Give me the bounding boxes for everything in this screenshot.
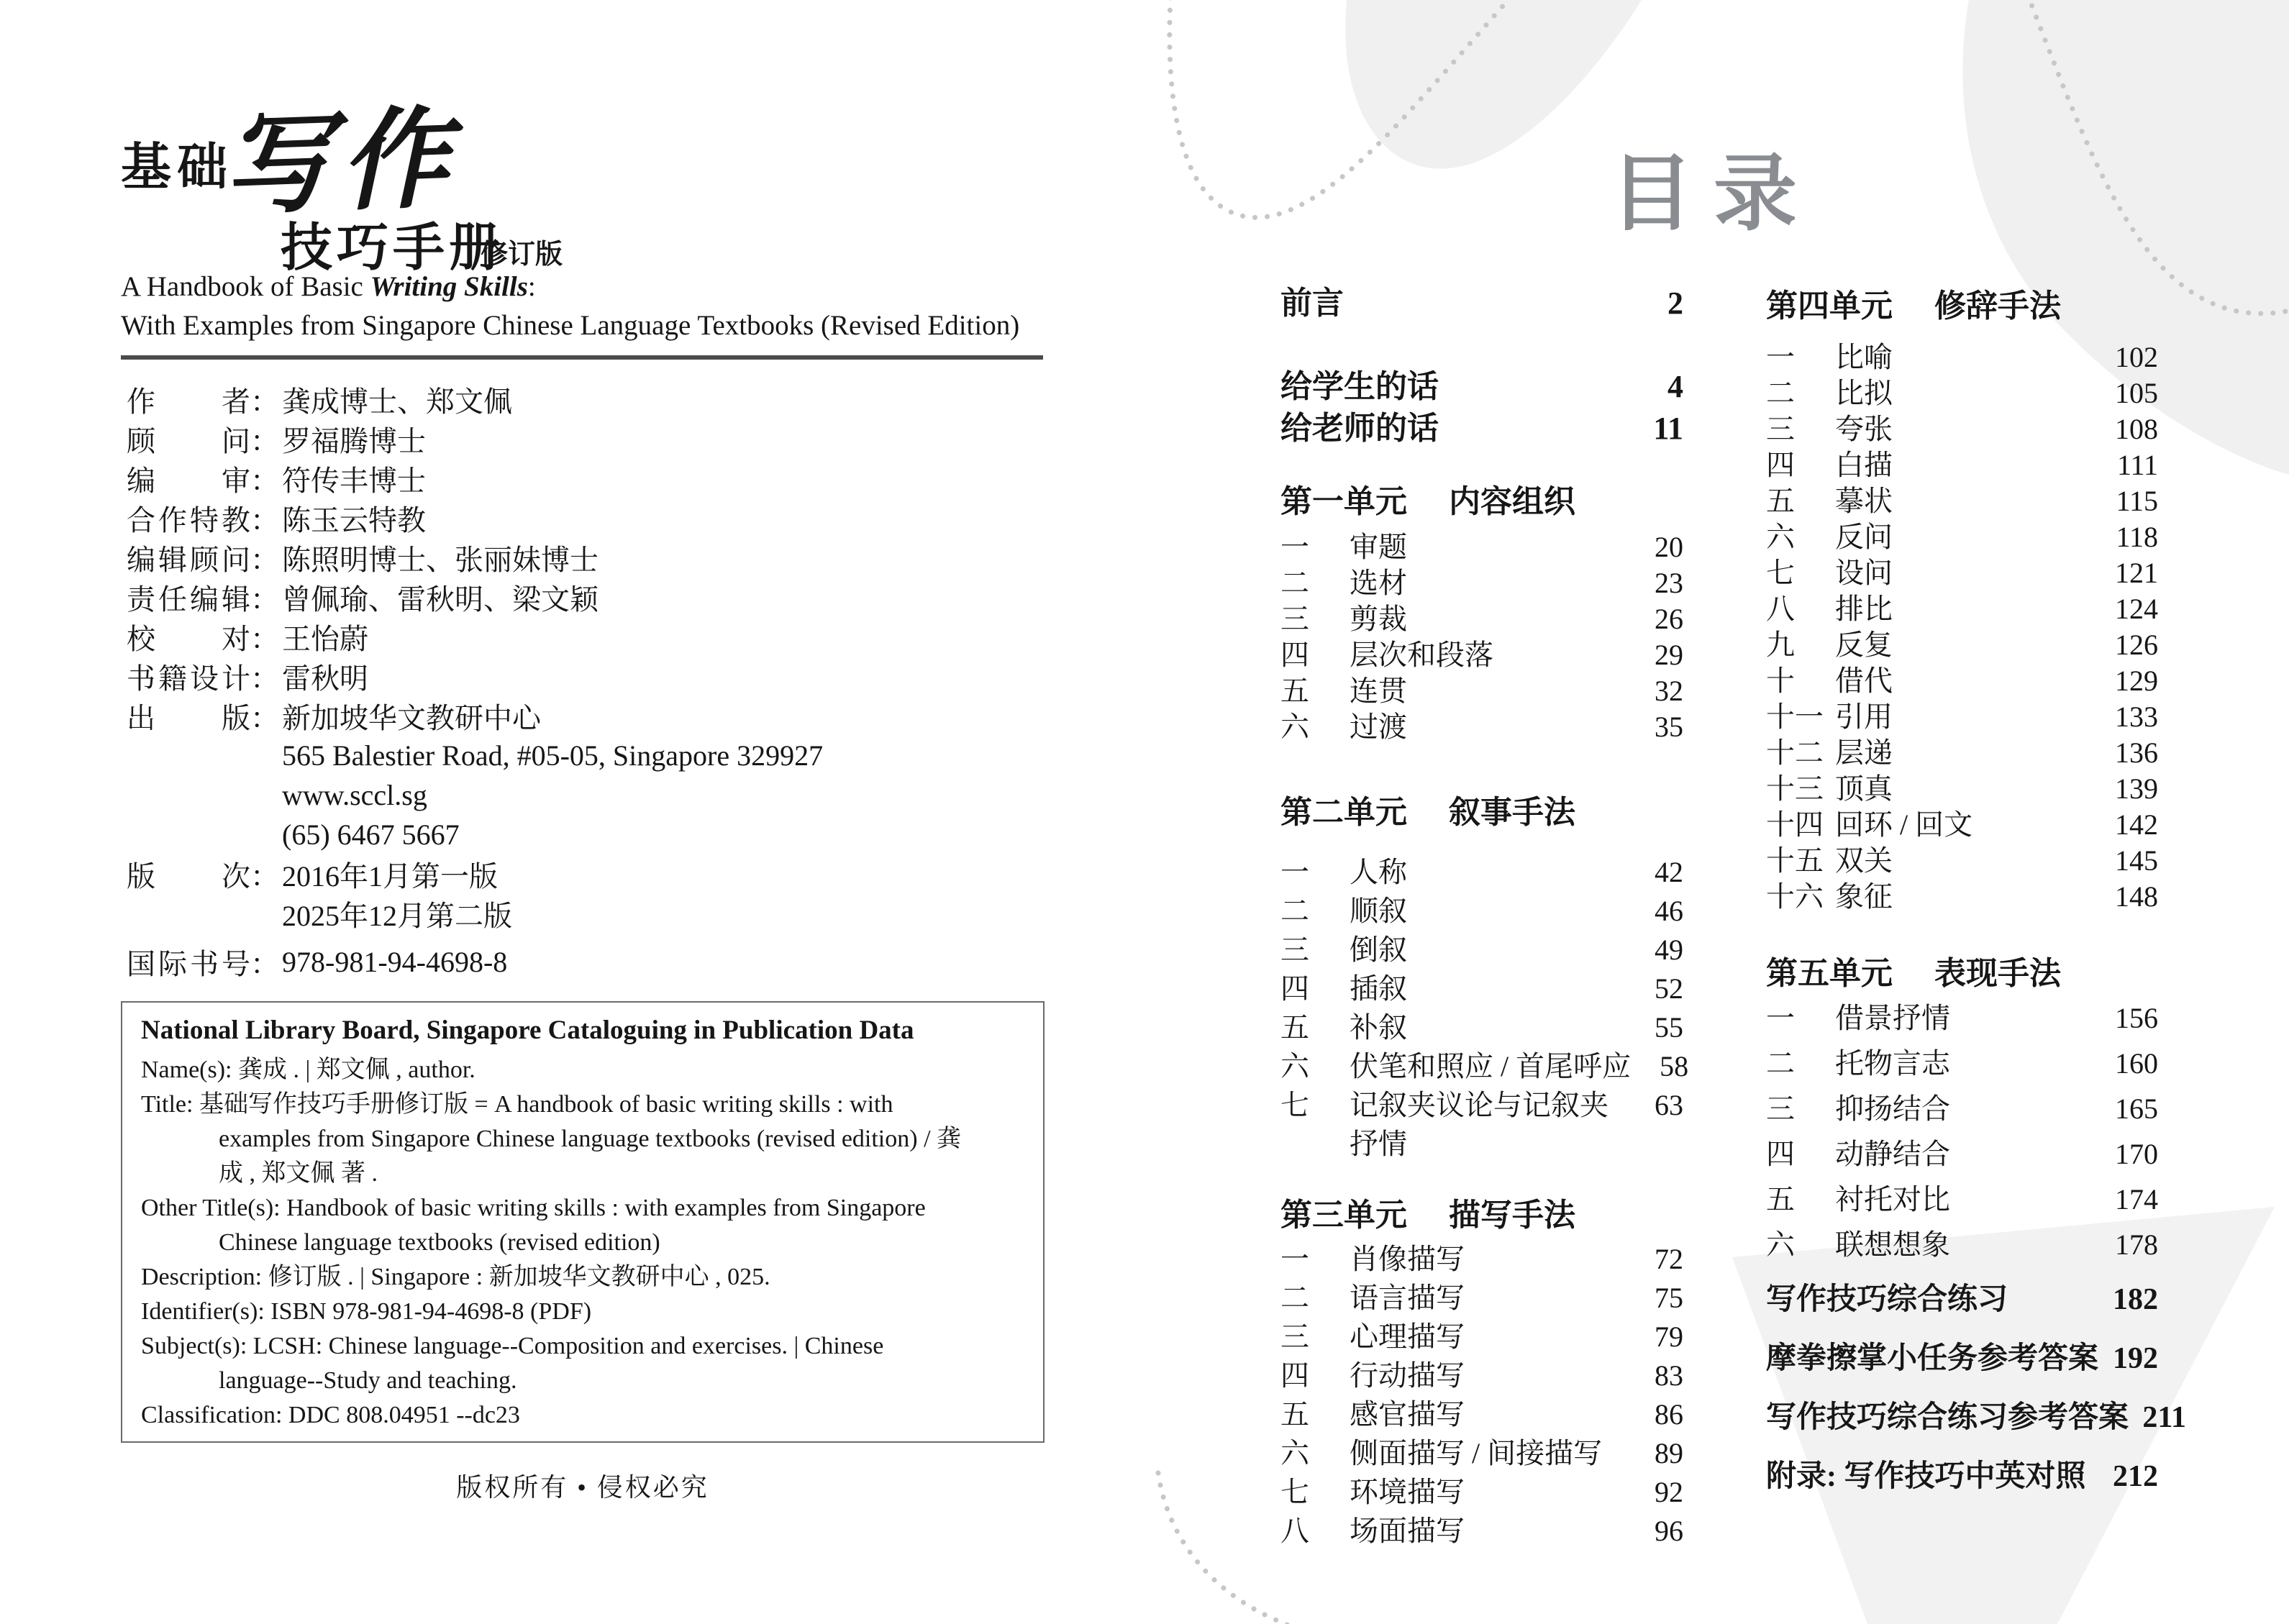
- toc-item: [1766, 879, 2158, 915]
- toc-item: [1280, 1512, 1683, 1551]
- credit-colon: ：: [250, 662, 279, 695]
- toc-item: [1766, 771, 2158, 807]
- toc-item-page: 145: [2115, 844, 2158, 877]
- toc-item-title: 侧面描写 / 间接描写: [1350, 1437, 1603, 1469]
- toc-item-number: 十: [1766, 665, 1795, 697]
- toc-item: [1280, 1086, 1683, 1125]
- toc-item: [1766, 627, 2158, 663]
- toc-entry-title: 给学生的话: [1280, 369, 1439, 404]
- credit-colon: ：: [250, 386, 279, 418]
- credit-value: 陈玉云特教: [282, 504, 426, 537]
- credit-colon: ：: [250, 583, 279, 616]
- toc-item-title: 场面描写: [1350, 1515, 1465, 1547]
- toc-item-number: 四: [1280, 1359, 1309, 1392]
- credit-colon: ：: [250, 465, 279, 497]
- credit-colon: ：: [250, 948, 279, 980]
- toc-appendix-page: 211: [2142, 1401, 2187, 1434]
- toc-items-unit4: [1766, 339, 2158, 915]
- toc-item-page: 75: [1655, 1282, 1683, 1314]
- toc-item-number: 七: [1280, 1476, 1309, 1508]
- cataloguing-line: Name(s): 龚成 . | 郑文佩 , author.: [141, 1057, 475, 1083]
- title-divider-rule: [121, 355, 1043, 360]
- toc-item-page: 35: [1655, 711, 1683, 743]
- toc-item-title: 补叙: [1350, 1011, 1407, 1044]
- toc-item-page: 136: [2115, 736, 2158, 769]
- toc-item-title: 记叙夹议论与记叙夹: [1350, 1089, 1608, 1121]
- toc-item-title: 排比: [1835, 593, 1893, 625]
- toc-entry-title: 给老师的话: [1280, 411, 1439, 446]
- toc-item-number: 十三: [1766, 772, 1824, 805]
- toc-item-number: 一: [1280, 856, 1309, 888]
- toc-item: [1766, 1045, 2158, 1082]
- toc-item-title: 联想想象: [1835, 1228, 1950, 1261]
- toc-item-title: 夸张: [1835, 413, 1893, 445]
- toc-section-header-unit2: [1280, 794, 1683, 831]
- toc-appendix-row: [1766, 1340, 2158, 1377]
- toc-item-title: 借景抒情: [1835, 1002, 1950, 1034]
- toc-item: [1766, 591, 2158, 627]
- toc-item-title: 心理描写: [1350, 1320, 1465, 1353]
- credit-label: 责任编辑: [127, 583, 250, 616]
- credit-label: 作者: [127, 386, 250, 418]
- toc-item-number: 五: [1766, 1183, 1795, 1215]
- toc-item-page: 118: [2116, 521, 2158, 553]
- toc-items-unit3: [1280, 1240, 1683, 1551]
- toc-item-number: 十一: [1766, 701, 1824, 733]
- unit1-topic: 内容组织: [1449, 484, 1575, 519]
- toc-item: [1766, 735, 2158, 771]
- title-part-jiqiaoshouce: 技巧手册: [281, 219, 506, 277]
- credit-row: [127, 775, 1040, 815]
- toc-item-title: 衬托对比: [1835, 1183, 1950, 1215]
- toc-item-title: 引用: [1835, 701, 1893, 733]
- toc-front-row: [1280, 410, 1683, 447]
- toc-item-number: 一: [1766, 1002, 1795, 1034]
- toc-item-page: 108: [2115, 413, 2158, 445]
- toc-item-number: 一: [1280, 1243, 1309, 1275]
- toc-item-page: 178: [2115, 1228, 2158, 1261]
- toc-item: [1280, 1008, 1683, 1047]
- toc-item: [1280, 529, 1683, 565]
- credit-value: (65) 6467 5667: [282, 818, 460, 851]
- unit3-name: 第三单元: [1280, 1198, 1407, 1233]
- toc-item-number: 五: [1280, 1011, 1309, 1044]
- toc-item: [1766, 1000, 2158, 1037]
- cataloguing-line: Other Title(s): Handbook of basic writing skills : with examples from Singapore: [141, 1195, 926, 1221]
- toc-item-page: 89: [1655, 1437, 1683, 1469]
- copyright-notice: 版权所有 • 侵权必究: [456, 1473, 709, 1502]
- toc-item-number: 六: [1280, 711, 1309, 743]
- toc-item-page: 165: [2115, 1092, 2158, 1125]
- cataloguing-line: examples from Singapore Chinese language textbooks (revised edition) / 龚: [219, 1126, 962, 1152]
- toc-item-page: 111: [2116, 449, 2158, 481]
- toc-appendix-rows: [1766, 1281, 2187, 1495]
- toc-item: [1766, 807, 2158, 843]
- toc-item-page: 170: [2115, 1138, 2158, 1170]
- toc-item-page: 126: [2115, 629, 2158, 661]
- toc-item-title: 托物言志: [1835, 1047, 1950, 1080]
- credit-colon: ：: [250, 504, 279, 537]
- credit-label: 出版: [127, 702, 250, 734]
- english-subtitle-line1: [121, 270, 536, 303]
- toc-item-title: 抑扬结合: [1835, 1092, 1950, 1125]
- toc-item-title: 层次和段落: [1350, 639, 1493, 671]
- cataloguing-data-box: [121, 1001, 1045, 1443]
- credit-row: [127, 657, 1040, 696]
- subtitle-post: :: [527, 271, 536, 302]
- toc-item-page: 46: [1655, 895, 1683, 927]
- credit-value: 罗福腾博士: [282, 425, 426, 457]
- toc-item: [1280, 1318, 1683, 1356]
- toc-item-number: 三: [1280, 603, 1309, 635]
- cataloguing-box-header: National Library Board, Singapore Cataloguing in Publication Data: [141, 1016, 914, 1045]
- credit-value: 龚成博士、郑文佩: [282, 386, 512, 418]
- credit-value: 雷秋明: [282, 662, 368, 695]
- credit-row: [127, 617, 1040, 657]
- toc-item-number: 二: [1766, 377, 1795, 409]
- toc-item: [1280, 565, 1683, 601]
- toc-column-1: [1280, 285, 1689, 1551]
- toc-item-number: 六: [1766, 1228, 1795, 1261]
- unit3-topic: 描写手法: [1449, 1198, 1575, 1233]
- toc-item-page: 32: [1655, 675, 1683, 707]
- credit-value: 2025年12月第二版: [282, 900, 512, 932]
- credit-label: 合作特教: [127, 504, 250, 537]
- toc-item-page: 139: [2115, 772, 2158, 805]
- toc-item-page: 42: [1655, 856, 1683, 888]
- toc-item: [1766, 375, 2158, 411]
- toc-item-page: 63: [1655, 1089, 1683, 1121]
- toc-item-number: 二: [1280, 1282, 1309, 1314]
- unit2-topic: 叙事手法: [1449, 795, 1575, 830]
- credit-label: 国际书号: [127, 948, 250, 980]
- toc-item: [1766, 699, 2158, 735]
- toc-item-page: 23: [1655, 567, 1683, 599]
- toc-item: [1766, 555, 2158, 591]
- toc-item: [1280, 637, 1683, 673]
- credit-label: 版次: [127, 860, 250, 893]
- toc-item: [1280, 892, 1683, 931]
- credit-value: www.sccl.sg: [282, 779, 427, 811]
- toc-section-header-unit4: [1766, 288, 2158, 325]
- toc-items-unit2: [1280, 853, 1689, 1164]
- toc-item-number: 四: [1280, 639, 1309, 671]
- toc-item: [1766, 1226, 2158, 1264]
- toc-item: [1766, 1136, 2158, 1173]
- toc-item-number: 九: [1766, 629, 1795, 661]
- toc-item-number: 五: [1280, 1398, 1309, 1431]
- toc-item-page: 29: [1655, 639, 1683, 671]
- credit-row: [127, 538, 1040, 578]
- toc-item-title: 摹状: [1835, 485, 1893, 517]
- toc-item-number: 三: [1766, 413, 1795, 445]
- credit-label: 编审: [127, 465, 250, 497]
- toc-item: [1766, 339, 2158, 375]
- toc-item-page: 58: [1660, 1050, 1689, 1082]
- toc-appendix-row: [1766, 1399, 2187, 1436]
- toc-item: [1280, 931, 1683, 970]
- title-edition-label: 修订版: [481, 240, 563, 270]
- toc-item-title: 双关: [1835, 844, 1893, 877]
- toc-item-title: 层递: [1835, 736, 1893, 769]
- credit-value: 陈照明博士、张丽妹博士: [282, 544, 599, 576]
- credit-label: 编辑顾问: [127, 544, 250, 576]
- toc-section-header-unit3: [1280, 1197, 1683, 1234]
- toc-item-title: 伏笔和照应 / 首尾呼应: [1350, 1050, 1632, 1082]
- toc-item-title: 审题: [1350, 531, 1407, 563]
- toc-item-page: 160: [2115, 1047, 2158, 1080]
- toc-item-title: 语言描写: [1350, 1282, 1465, 1314]
- credit-row: [127, 459, 1040, 498]
- cataloguing-line: Identifier(s): ISBN 978-981-94-4698-8 (PDF): [141, 1298, 592, 1325]
- toc-item: [1280, 709, 1683, 745]
- toc-item-title: 抒情: [1350, 1128, 1407, 1160]
- toc-item-title: 比喻: [1835, 341, 1893, 373]
- unit1-name: 第一单元: [1280, 484, 1407, 519]
- toc-item: [1280, 673, 1683, 709]
- toc-item-number: 六: [1280, 1437, 1309, 1469]
- toc-appendix-page: 182: [2113, 1283, 2158, 1316]
- toc-entry-page: 2: [1667, 286, 1683, 321]
- toc-item-title: 连贯: [1350, 675, 1407, 707]
- credit-row: [127, 894, 1040, 934]
- credit-value: 978-981-94-4698-8: [282, 946, 508, 978]
- toc-front-row: [1280, 285, 1683, 322]
- toc-item: [1280, 1279, 1683, 1318]
- credit-value: 符传丰博士: [282, 465, 426, 497]
- toc-item-page: 156: [2115, 1002, 2158, 1034]
- cataloguing-line: Classification: DDC 808.04951 --dc23: [141, 1402, 520, 1428]
- credit-row: [127, 854, 1040, 894]
- toc-item-title: 比拟: [1835, 377, 1893, 409]
- toc-item-number: 二: [1280, 895, 1309, 927]
- toc-item-title: 人称: [1350, 856, 1407, 888]
- toc-item: [1766, 1090, 2158, 1128]
- unit4-topic: 修辞手法: [1934, 288, 2061, 324]
- toc-item-number: 十五: [1766, 844, 1824, 877]
- toc-item-number: 五: [1280, 675, 1309, 707]
- toc-item: [1766, 519, 2158, 555]
- toc-item-title: 环境描写: [1350, 1476, 1465, 1508]
- toc-appendix-title: 写作技巧综合练习: [1766, 1283, 2008, 1316]
- toc-item-page: 26: [1655, 603, 1683, 635]
- toc-item: [1280, 1395, 1683, 1434]
- toc-item-page: 20: [1655, 531, 1683, 563]
- cataloguing-box-lines: [141, 1053, 1024, 1433]
- toc-item-page: 86: [1655, 1398, 1683, 1431]
- title-part-xiezuo-calligraphy: 写作: [221, 99, 459, 228]
- toc-item-page: 52: [1655, 972, 1683, 1005]
- copyright-page: [121, 0, 1045, 1624]
- toc-appendix-title: 附录: 写作技巧中英对照: [1766, 1460, 2086, 1493]
- toc-item-title: 借代: [1835, 665, 1893, 697]
- toc-item-title: 顶真: [1835, 772, 1893, 805]
- credit-colon: ：: [250, 425, 279, 457]
- toc-item-title: 动静结合: [1835, 1138, 1950, 1170]
- toc-item-title: 感官描写: [1350, 1398, 1465, 1431]
- toc-entry-page: 11: [1653, 411, 1683, 446]
- toc-item-page: 133: [2115, 701, 2158, 733]
- toc-item-page: 124: [2115, 593, 2158, 625]
- credit-row: [127, 498, 1040, 538]
- toc-item-number: 四: [1766, 449, 1795, 481]
- toc-item: [1766, 483, 2158, 519]
- cataloguing-line: language--Study and teaching.: [219, 1367, 517, 1394]
- toc-item-page: 115: [2116, 485, 2158, 517]
- toc-items-unit5: [1766, 1000, 2158, 1264]
- toc-item-number: 七: [1766, 557, 1795, 589]
- toc-front-matter: [1280, 285, 1683, 447]
- credit-colon: ：: [250, 623, 279, 655]
- toc-item-number: 十四: [1766, 808, 1824, 841]
- toc-item-number: 三: [1766, 1092, 1795, 1125]
- toc-appendix-page: 212: [2113, 1460, 2158, 1493]
- toc-item-title: 插叙: [1350, 972, 1407, 1005]
- credit-colon: ：: [250, 860, 279, 893]
- toc-item-title: 回环 / 回文: [1835, 808, 1973, 841]
- toc-item: [1766, 411, 2158, 447]
- credit-value: 2016年1月第一版: [282, 860, 498, 893]
- credit-value: 曾佩瑜、雷秋明、梁文颖: [282, 583, 599, 616]
- credit-row: [127, 419, 1040, 459]
- toc-item-page: 92: [1655, 1476, 1683, 1508]
- toc-item-title: 反复: [1835, 629, 1893, 661]
- toc-item-page: 96: [1655, 1515, 1683, 1547]
- toc-item-page: 72: [1655, 1243, 1683, 1275]
- subtitle-emphasis: Writing Skills: [370, 271, 528, 302]
- toc-item-number: 八: [1766, 593, 1795, 625]
- toc-item-page: 83: [1655, 1359, 1683, 1392]
- cataloguing-line: 成 , 郑文佩 著 .: [219, 1160, 378, 1187]
- credits-list: [127, 380, 1040, 982]
- credit-row: [127, 736, 1040, 775]
- unit4-name: 第四单元: [1766, 288, 1893, 324]
- credit-label: 顾问: [127, 425, 250, 457]
- credit-row: [127, 815, 1040, 854]
- toc-item-number: 十六: [1766, 880, 1824, 913]
- toc-item-number: 五: [1766, 485, 1795, 517]
- toc-item-page: 105: [2115, 377, 2158, 409]
- toc-item-page: 174: [2115, 1183, 2158, 1215]
- toc-appendix-page: 192: [2113, 1342, 2158, 1375]
- english-subtitle-line2: With Examples from Singapore Chinese Language Textbooks (Revised Edition): [121, 310, 1020, 341]
- toc-item: [1280, 853, 1683, 892]
- toc-item-title: 反问: [1835, 521, 1893, 553]
- title-part-jichu: 基础: [121, 140, 233, 196]
- toc-item-number: 六: [1280, 1050, 1309, 1082]
- credit-value: 新加坡华文教研中心: [282, 702, 541, 734]
- credit-value: 565 Balestier Road, #05-05, Singapore 329927: [282, 739, 824, 772]
- cataloguing-line: Subject(s): LCSH: Chinese language--Composition and exercises. | Chinese: [141, 1333, 884, 1359]
- cataloguing-line: Chinese language textbooks (revised edition): [219, 1229, 660, 1256]
- toc-item: [1280, 1356, 1683, 1395]
- toc-items-unit1: [1280, 529, 1683, 745]
- toc-item-number: 三: [1280, 934, 1309, 966]
- toc-item: [1280, 970, 1683, 1008]
- toc-item-page: 121: [2115, 557, 2158, 589]
- toc-section-header-unit5: [1766, 955, 2158, 993]
- toc-item-title: 肖像描写: [1350, 1243, 1465, 1275]
- cataloguing-line: Description: 修订版 . | Singapore : 新加坡华文教研中心 , 025.: [141, 1264, 770, 1290]
- toc-item-page: 49: [1655, 934, 1683, 966]
- toc-item-page: 142: [2115, 808, 2158, 841]
- toc-item: [1766, 663, 2158, 699]
- credit-row: [127, 696, 1040, 736]
- credit-label: 校对: [127, 623, 250, 655]
- toc-item-title: 设问: [1835, 557, 1893, 589]
- toc-appendix-row: [1766, 1458, 2158, 1495]
- toc-front-row: [1280, 368, 1683, 406]
- toc-item-number: 六: [1766, 521, 1795, 553]
- credit-value: 王怡蔚: [282, 623, 368, 655]
- toc-item-title: 剪裁: [1350, 603, 1407, 635]
- credit-row: [127, 942, 1040, 982]
- toc-item-title: 象征: [1835, 880, 1893, 913]
- cataloguing-line: Title: 基础写作技巧手册修订版 = A handbook of basic writing skills : with: [141, 1091, 893, 1118]
- toc-item-title: 顺叙: [1350, 895, 1407, 927]
- toc-item-number: 一: [1766, 341, 1795, 373]
- toc-item: [1280, 1125, 1683, 1164]
- toc-item: [1766, 843, 2158, 879]
- toc-item-number: 四: [1766, 1138, 1795, 1170]
- toc-item: [1280, 1473, 1683, 1512]
- toc-appendix-title: 摩拳擦掌小任务参考答案: [1766, 1342, 2099, 1375]
- credit-colon: ：: [250, 702, 279, 734]
- toc-item-title: 行动描写: [1350, 1359, 1465, 1392]
- toc-item-number: 一: [1280, 531, 1309, 563]
- toc-item-page: 129: [2115, 665, 2158, 697]
- toc-item-page: 102: [2115, 341, 2158, 373]
- toc-item-title: 倒叙: [1350, 934, 1407, 966]
- toc-item: [1280, 601, 1683, 637]
- toc-item-page: 148: [2115, 880, 2158, 913]
- toc-item-number: 二: [1766, 1047, 1795, 1080]
- toc-entry-title: 前言: [1280, 286, 1344, 321]
- toc-item-title: 选材: [1350, 567, 1407, 599]
- toc-item-number: 三: [1280, 1320, 1309, 1353]
- credit-row: [127, 380, 1040, 419]
- toc-item-page: 55: [1655, 1011, 1683, 1044]
- unit5-name: 第五单元: [1766, 956, 1893, 991]
- toc-appendix-row: [1766, 1281, 2158, 1318]
- toc-item-number: 八: [1280, 1515, 1309, 1547]
- subtitle-pre: A Handbook of Basic: [121, 271, 370, 302]
- toc-section-header-unit1: [1280, 483, 1683, 521]
- toc-item-number: 四: [1280, 972, 1309, 1005]
- toc-item-number: 七: [1280, 1089, 1309, 1121]
- toc-item-title: 白描: [1835, 449, 1893, 481]
- toc-item: [1280, 1047, 1689, 1086]
- toc-item: [1766, 1181, 2158, 1218]
- credit-colon: ：: [250, 544, 279, 576]
- toc-item: [1766, 447, 2158, 483]
- toc-item-page: 79: [1655, 1320, 1683, 1353]
- credit-label: 书籍设计: [127, 662, 250, 695]
- toc-item-title: 过渡: [1350, 711, 1407, 743]
- toc-page-title: 目录: [1610, 149, 1817, 241]
- toc-item: [1280, 1434, 1683, 1473]
- toc-column-2: [1766, 285, 2187, 1517]
- toc-entry-page: 4: [1667, 369, 1683, 404]
- credit-row: [127, 578, 1040, 617]
- toc-item: [1280, 1240, 1683, 1279]
- unit5-topic: 表现手法: [1934, 956, 2061, 991]
- toc-item-number: 十二: [1766, 736, 1824, 769]
- toc-appendix-title: 写作技巧综合练习参考答案: [1766, 1401, 2129, 1434]
- toc-item-number: 二: [1280, 567, 1309, 599]
- unit2-name: 第二单元: [1280, 795, 1407, 830]
